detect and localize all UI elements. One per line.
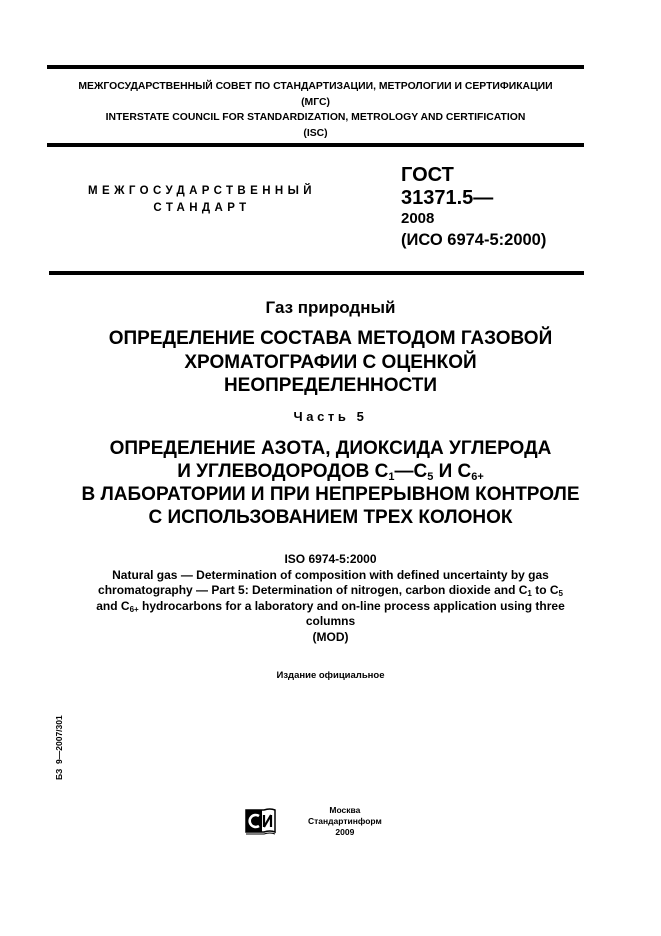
text-span: to C <box>531 583 559 597</box>
title-divider <box>49 271 584 275</box>
publisher-name: Стандартинформ <box>308 816 382 826</box>
gost-number: 31371.5— <box>401 187 494 209</box>
header-divider <box>47 143 584 147</box>
text-span: and C <box>96 598 130 613</box>
part-title-line <box>47 460 614 483</box>
council-en-abbr: (ISC) <box>303 127 328 139</box>
iso-reference <box>47 552 614 645</box>
part-title <box>47 437 614 529</box>
main-title-line: ОПРЕДЕЛЕНИЕ СОСТАВА МЕТОДОМ ГАЗОВОЙ <box>108 328 553 349</box>
top-divider <box>47 65 584 69</box>
council-ru-abbr: (МГС) <box>301 96 330 108</box>
text-span: chromatography — Part 5: Determination of nitrogen, carbon dioxide and C <box>98 583 528 597</box>
council-en: INTERSTATE COUNCIL FOR STANDARDIZATION, METROLOGY AND CERTIFICATION <box>105 112 526 123</box>
iso-code: ISO 6974-5:2000 <box>284 552 377 566</box>
main-title-line: НЕОПРЕДЕЛЕННОСТИ <box>223 375 438 396</box>
main-title-line: ХРОМАТОГРАФИИ С ОЦЕНКОЙ <box>184 351 477 373</box>
gost-iso-ref: (ИСО 6974-5:2000) <box>401 231 547 249</box>
publisher-text <box>308 805 382 838</box>
subscript: 6+ <box>129 604 139 614</box>
part-label: Часть 5 <box>293 409 368 424</box>
standard-type <box>62 183 342 217</box>
subscript: 5 <box>558 589 563 598</box>
iso-title-line <box>47 599 614 615</box>
gost-label: ГОСТ <box>401 164 454 186</box>
publisher-city: Москва <box>329 805 361 815</box>
edition-label: Издание официальное <box>276 670 385 681</box>
council-header <box>47 79 584 141</box>
part-title-line: В ЛАБОРАТОРИИ И ПРИ НЕПРЕРЫВНОМ КОНТРОЛЕ <box>81 484 580 505</box>
iso-title-line <box>47 583 614 599</box>
standard-type-line1: МЕЖГОСУДАРСТВЕННЫЙ <box>88 185 316 197</box>
subscript: 5 <box>427 471 434 483</box>
publisher-year: 2009 <box>335 827 355 837</box>
part-title-line: С ИСПОЛЬЗОВАНИЕМ ТРЕХ КОЛОНОК <box>148 507 513 528</box>
part-title-line: ОПРЕДЕЛЕНИЕ АЗОТА, ДИОКСИДА УГЛЕРОДА <box>109 438 552 459</box>
subscript: 1 <box>388 471 395 483</box>
text-span: —С <box>394 461 428 482</box>
iso-title-line: columns <box>305 614 356 628</box>
publisher-block <box>244 805 382 838</box>
text-span: hydrocarbons for a laboratory and on-line process application using three <box>138 598 565 613</box>
text-span: И С <box>433 461 472 482</box>
main-title <box>47 327 614 398</box>
gost-designation <box>401 163 546 251</box>
gost-year: 2008 <box>401 210 435 227</box>
standard-type-line2: СТАНДАРТ <box>153 202 251 214</box>
standartinform-logo-icon <box>244 807 278 837</box>
council-ru: МЕЖГОСУДАРСТВЕННЫЙ СОВЕТ ПО СТАНДАРТИЗАЦИИ, МЕТРОЛОГИИ И СЕРТИФИКАЦИИ <box>78 81 553 92</box>
subscript: 1 <box>527 589 532 598</box>
subject-title: Газ природный <box>265 298 396 317</box>
subscript: 6+ <box>471 471 484 483</box>
iso-mod: (MOD) <box>312 629 349 644</box>
iso-title-line: Natural gas — Determination of composition with defined uncertainty by gas <box>112 567 549 582</box>
side-code: БЗ 9—2007/301 <box>54 715 64 780</box>
text-span: И УГЛЕВОДОРОДОВ С <box>177 461 389 482</box>
